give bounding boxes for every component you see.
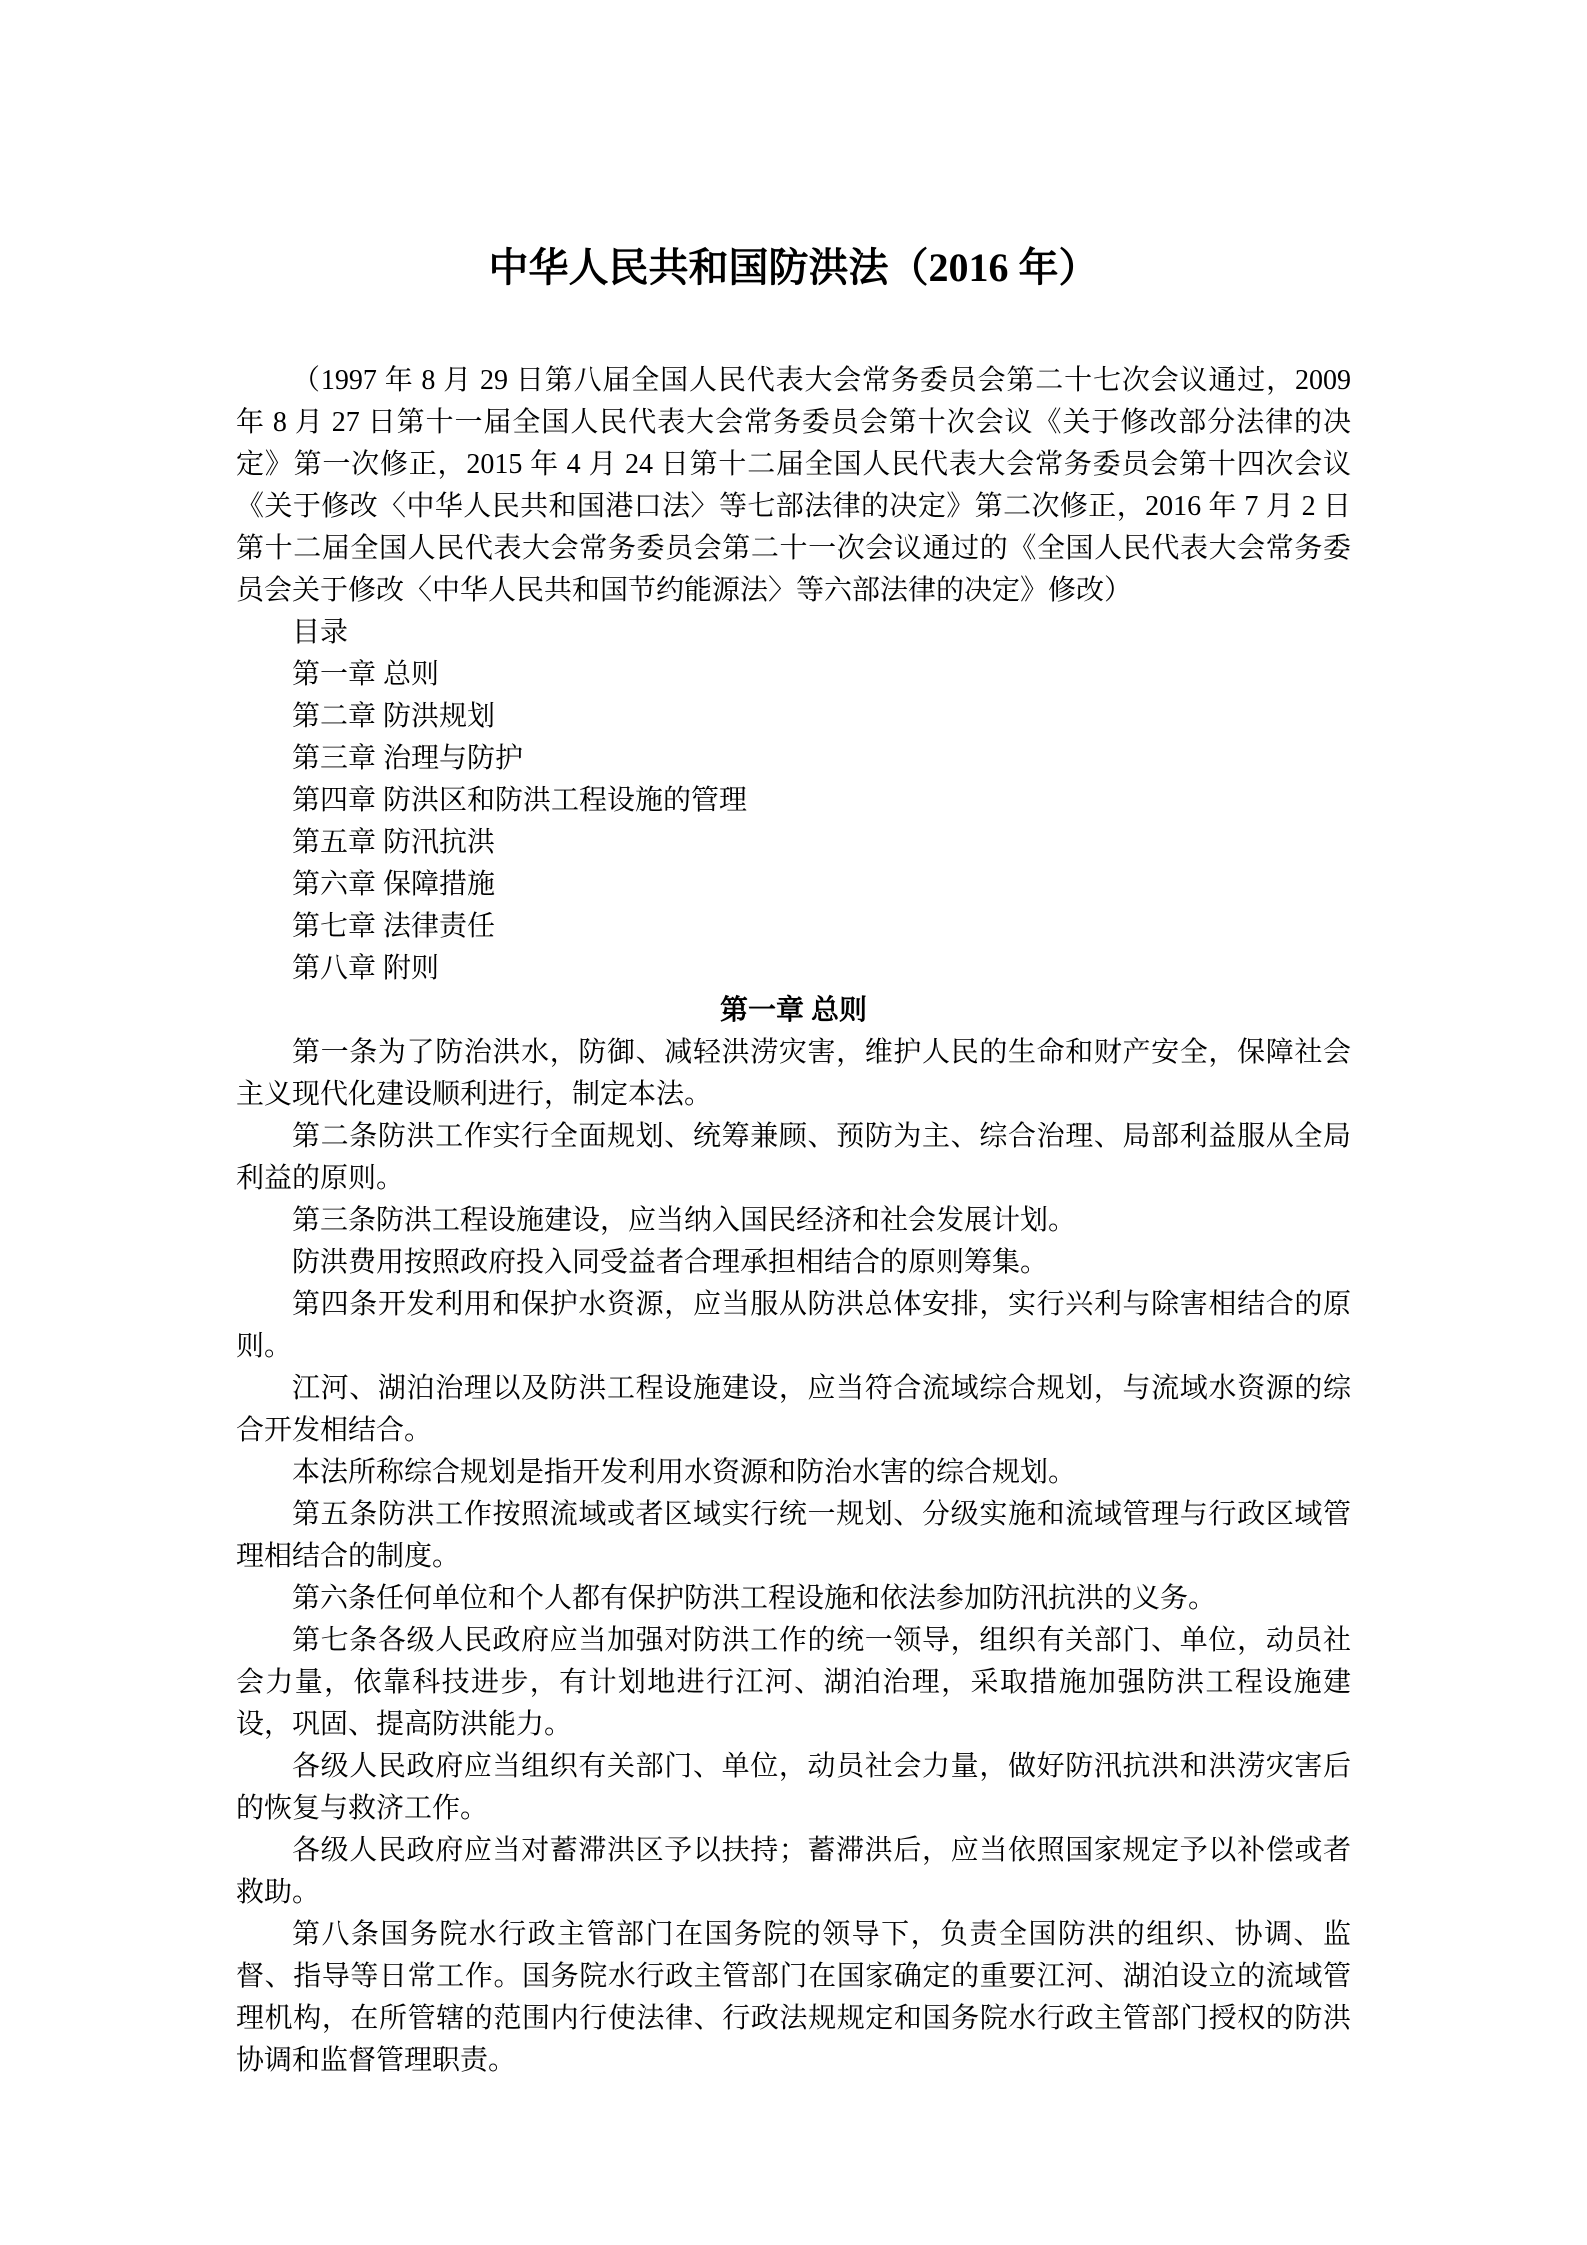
law-paragraph-article-8: 第八条国务院水行政主管部门在国务院的领导下，负责全国防洪的组织、协调、监督、指导等日常工作。国务院水行政主管部门在国家确定的重要江河、湖泊设立的流域管理机构，在所管辖的范围内行使法律、行政法规规定和国务院水行政主管部门授权的防洪协调和监督管理职责。 bbox=[236, 1919, 1351, 2076]
law-paragraph-article-5: 第五条防洪工作按照流域或者区域实行统一规划、分级实施和流域管理与行政区域管理相结合的制度。 bbox=[236, 1499, 1351, 1572]
law-paragraph-article-4: 第四条开发利用和保护水资源，应当服从防洪总体安排，实行兴利与除害相结合的原则。 bbox=[236, 1289, 1351, 1362]
document-content bbox=[236, 240, 1351, 2082]
law-paragraph-article-1: 第一条为了防治洪水，防御、减轻洪涝灾害，维护人民的生命和财产安全，保障社会主义现代化建设顺利进行，制定本法。 bbox=[236, 1037, 1351, 1110]
chapter-1-heading: 第一章 总则 bbox=[719, 995, 867, 1026]
toc-item-chapter-8: 第八章 附则 bbox=[292, 953, 440, 984]
law-paragraph-article-2: 第二条防洪工作实行全面规划、统筹兼顾、预防为主、综合治理、局部利益服从全局利益的原则。 bbox=[236, 1121, 1351, 1194]
toc-item-chapter-4: 第四章 防洪区和防洪工程设施的管理 bbox=[292, 785, 748, 816]
law-paragraph-article-7: 第七条各级人民政府应当加强对防洪工作的统一领导，组织有关部门、单位，动员社会力量，依靠科技进步，有计划地进行江河、湖泊治理，采取措施加强防洪工程设施建设，巩固、提高防洪能力。 bbox=[236, 1625, 1351, 1740]
law-paragraph-article-6: 第六条任何单位和个人都有保护防洪工程设施和依法参加防汛抗洪的义务。 bbox=[292, 1583, 1217, 1614]
toc-item-chapter-7: 第七章 法律责任 bbox=[292, 911, 496, 942]
preamble-paragraph: （1997 年 8 月 29 日第八届全国人民代表大会常务委员会第二十七次会议通过，2009 年 8 月 27 日第十一届全国人民代表大会常务委员会第十次会议《关于修改部分法律的决定》第一次修正，2015 年 4 月 24 日第十二届全国人民代表大会常务委员会第十四次会议《关于修改〈中华人民共和国港口法〉等七部法律的决定》第二次修正，2016 年 7 月 2 日第十二届全国人民代表大会常务委员会第二十一次会议通过的《全国人民代表大会常务委员会关于修改〈中华人民共和国节约能源法〉等六部法律的决定》修改） bbox=[236, 365, 1351, 606]
law-paragraph-article-4-cont-2: 本法所称综合规划是指开发利用水资源和防治水害的综合规划。 bbox=[292, 1457, 1077, 1488]
toc-item-chapter-3: 第三章 治理与防护 bbox=[292, 743, 524, 774]
toc-heading: 目录 bbox=[292, 617, 349, 648]
toc-item-chapter-6: 第六章 保障措施 bbox=[292, 869, 496, 900]
law-paragraph-article-3-cont: 防洪费用按照政府投入同受益者合理承担相结合的原则筹集。 bbox=[292, 1247, 1049, 1278]
law-paragraph-article-4-cont-1: 江河、湖泊治理以及防洪工程设施建设，应当符合流域综合规划，与流域水资源的综合开发相结合。 bbox=[236, 1373, 1351, 1446]
toc-item-chapter-2: 第二章 防洪规划 bbox=[292, 701, 496, 732]
toc-item-chapter-1: 第一章 总则 bbox=[292, 659, 440, 690]
law-paragraph-article-7-cont-2: 各级人民政府应当对蓄滞洪区予以扶持；蓄滞洪后，应当依照国家规定予以补偿或者救助。 bbox=[236, 1835, 1351, 1908]
law-paragraph-article-3: 第三条防洪工程设施建设，应当纳入国民经济和社会发展计划。 bbox=[292, 1205, 1077, 1236]
document-title: 中华人民共和国防洪法（2016 年） bbox=[488, 245, 1099, 290]
law-paragraph-article-7-cont-1: 各级人民政府应当组织有关部门、单位，动员社会力量，做好防汛抗洪和洪涝灾害后的恢复与救济工作。 bbox=[236, 1751, 1351, 1824]
toc-item-chapter-5: 第五章 防汛抗洪 bbox=[292, 827, 496, 858]
